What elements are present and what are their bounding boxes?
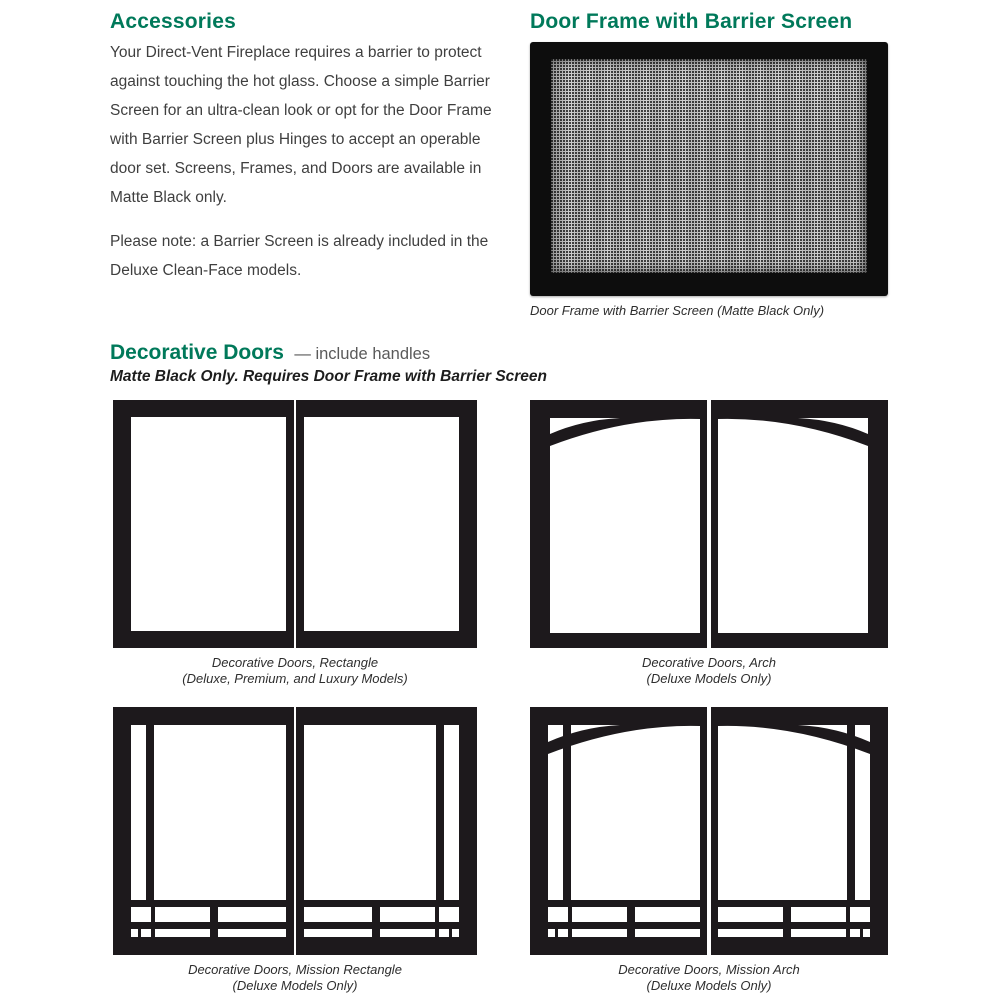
barrier-screen-caption: Door Frame with Barrier Screen (Matte Black Only) (530, 303, 825, 318)
decorative-doors-heading (110, 341, 430, 365)
door-mission-arch-drawing (530, 707, 888, 955)
decorative-doors-title-suffix: — include handles (294, 345, 431, 363)
door-rectangle-caption (113, 655, 477, 687)
door-mission-arch-caption (530, 962, 888, 994)
door-mission-arch-figure (530, 707, 888, 994)
caption-line-1: Decorative Doors, Arch (642, 655, 776, 670)
caption-line-2: (Deluxe Models Only) (646, 671, 772, 686)
door-arch-caption (530, 655, 888, 687)
barrier-screen-image (530, 42, 888, 296)
door-mission-rectangle-caption (113, 962, 477, 994)
door-rectangle-drawing (113, 400, 477, 648)
door-mission-rectangle-figure (113, 707, 477, 994)
accessories-body (110, 38, 514, 300)
barrier-screen-mesh (551, 59, 867, 273)
caption-line-1: Decorative Doors, Rectangle (211, 655, 379, 670)
caption-line-2: (Deluxe Models Only) (232, 978, 358, 993)
door-rectangle-figure (113, 400, 477, 687)
caption-line-2: (Deluxe Models Only) (646, 978, 772, 993)
caption-line-2: (Deluxe, Premium, and Luxury Models) (182, 671, 408, 686)
decorative-doors-subtitle: Matte Black Only. Requires Door Frame with Barrier Screen (110, 368, 548, 385)
decorative-doors-title: Decorative Doors (110, 341, 284, 364)
door-arch-figure (530, 400, 888, 687)
door-arch-drawing (530, 400, 888, 648)
accessories-title: Accessories (110, 10, 236, 33)
caption-line-1: Decorative Doors, Mission Arch (618, 962, 800, 977)
accessories-paragraph-2: Please note: a Barrier Screen is already included in the Deluxe Clean-Face models. (110, 233, 489, 279)
door-frame-title: Door Frame with Barrier Screen (530, 10, 853, 33)
door-mission-rectangle-drawing (113, 707, 477, 955)
accessories-paragraph-1: Your Direct-Vent Fireplace requires a barrier to protect against touching the hot glass. Choose a simple Barrier Screen for an ultra-clean look or opt for the Door Frame with Barrier Screen plus Hinges to accept an operable door set. Screens, Frames, and Doors are available in Matte Black only. (110, 44, 492, 206)
caption-line-1: Decorative Doors, Mission Rectangle (188, 962, 402, 977)
